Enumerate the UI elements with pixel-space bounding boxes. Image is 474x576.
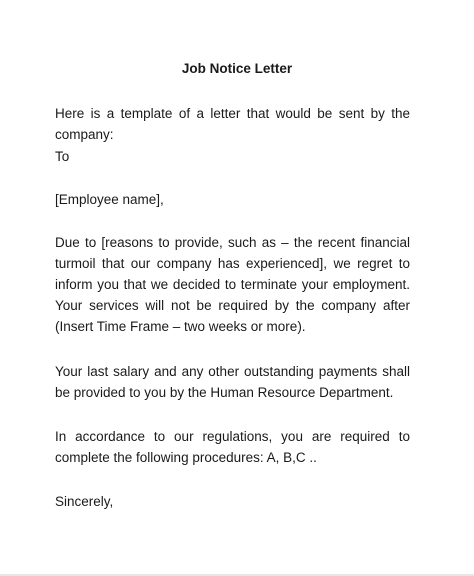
termination-paragraph: Due to [reasons to provide, such as – the recent financial turmoil that our company has experienced], we regret to inform you that we decided to terminate your employment. Your services will not be required by the company after (Insert Time Frame – two weeks or more).: [55, 235, 410, 334]
regulations-paragraph: In accordance to our regulations, you are required to complete the following procedures: A, B,C ..: [55, 429, 410, 465]
intro-paragraph: Here is a template of a letter that would be sent by the company:: [55, 106, 410, 142]
recipient-salutation: To: [55, 149, 70, 164]
employee-name-placeholder: [Employee name],: [55, 192, 164, 207]
letter-title: Job Notice Letter: [181, 61, 293, 76]
salary-paragraph: Your last salary and any other outstanding payments shall be provided to you by the Human Resource Department.: [55, 364, 410, 400]
closing-signoff: Sincerely,: [55, 494, 114, 509]
